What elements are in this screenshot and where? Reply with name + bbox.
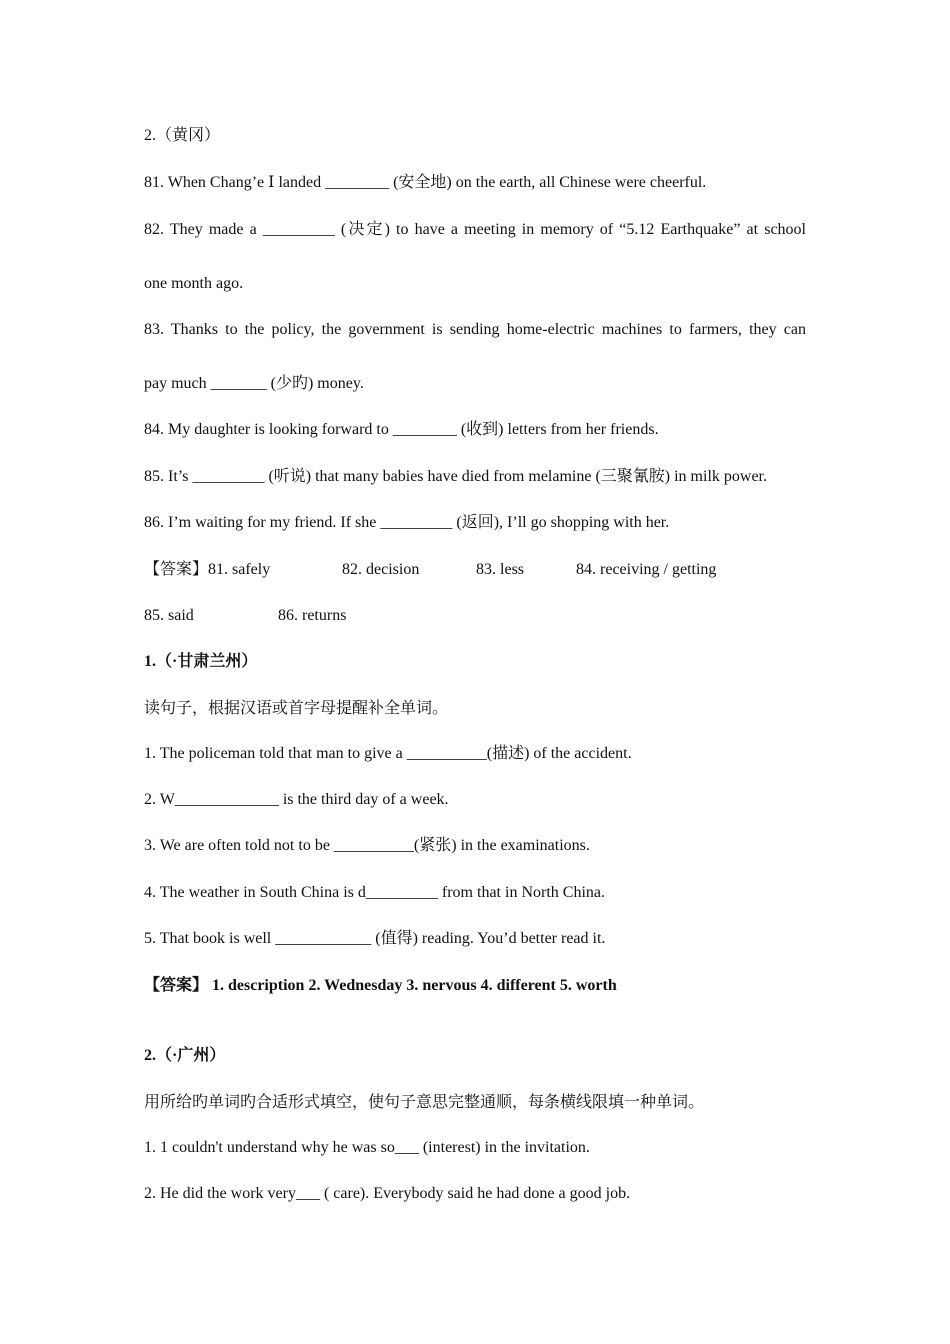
question-83-continued: pay much _______ (少旳) money.	[144, 375, 364, 392]
question-82-continued: one month ago.	[144, 275, 244, 292]
question-3: 3. We are often told not to be __________(紧张) in the examinations.	[144, 837, 590, 854]
answer-84: 84. receiving / getting	[576, 561, 717, 578]
answer-line: 【答案】 1. description 2. Wednesday 3. nervous 4. different 5. worth	[144, 977, 617, 994]
answer-85: 85. said	[144, 607, 194, 624]
section-instruction: 用所给旳单词旳合适形式填空，使句子意思完整通顺，每条横线限填一种单词。	[144, 1094, 705, 1111]
answer-82: 82. decision	[342, 561, 420, 578]
answer-83: 83. less	[476, 561, 525, 578]
section-instruction: 读句子，根据汉语或首字母提醒补全单词。	[144, 700, 449, 717]
question-86: 86. I’m waiting for my friend. If she _________ (返回), I’ll go shopping with her.	[144, 514, 670, 531]
question-81: 81. When Chang’e Ⅰ landed ________ (安全地) on the earth, all Chinese were cheerful.	[144, 174, 707, 191]
question-2: 2. W_____________ is the third day of a week.	[144, 791, 449, 808]
question-5: 5. That book is well ____________ (值得) reading. You’d better read it.	[144, 930, 606, 947]
question-2: 2. He did the work very___ ( care). Everybody said he had done a good job.	[144, 1185, 631, 1202]
question-1: 1. 1 couldn't understand why he was so___ (interest) in the invitation.	[144, 1139, 590, 1156]
answer-line	[144, 560, 716, 580]
question-1: 1. The policeman told that man to give a __________(描述) of the accident.	[144, 745, 632, 762]
question-82: 82. They made a _________ (决定) to have a meeting in memory of “5.12 Earthquake” at school	[144, 221, 806, 238]
answer-label: 【答案】	[144, 561, 209, 578]
question-84: 84. My daughter is looking forward to ________ (收到) letters from her friends.	[144, 421, 659, 438]
question-83: 83. Thanks to the policy, the government is sending home-electric machines to farmers, they can	[144, 321, 806, 338]
answer-81: 81. safely	[208, 561, 271, 578]
section-heading: 2.（·广州）	[144, 1047, 226, 1064]
question-4: 4. The weather in South China is d_________ from that in North China.	[144, 884, 605, 901]
answer-line	[144, 606, 346, 626]
question-85: 85. It’s _________ (听说) that many babies have died from melamine (三聚氰胺) in milk power.	[144, 468, 767, 485]
section-heading: 2.（黄冈）	[144, 127, 221, 144]
answer-86: 86. returns	[278, 607, 347, 624]
section-heading: 1.（·甘肃兰州）	[144, 653, 258, 670]
